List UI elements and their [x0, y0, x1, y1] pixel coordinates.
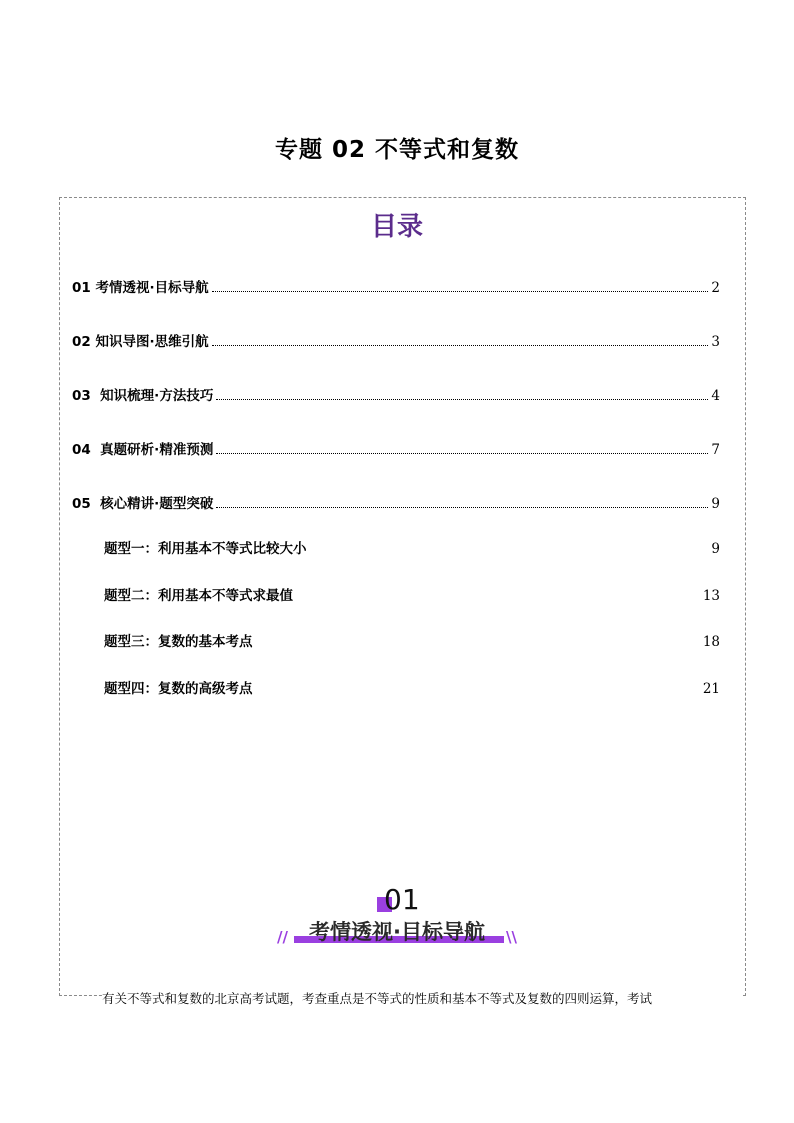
toc-subentry-label: 题型三：复数的基本考点	[104, 634, 253, 650]
toc-leader	[216, 452, 708, 454]
toc-entry-1[interactable]	[72, 276, 720, 296]
toc-entry-page: 3	[711, 334, 720, 350]
section-number: 01	[384, 883, 420, 916]
toc-entry-label: 05 核心精讲·题型突破	[72, 496, 214, 512]
toc-entry-4[interactable]	[72, 438, 720, 458]
toc-subentry-page: 13	[702, 588, 720, 604]
toc-subentry-page: 18	[702, 634, 720, 650]
toc-subentry-1[interactable]	[104, 537, 720, 557]
left-slash-decoration: //	[277, 928, 288, 946]
toc-entry-page: 2	[711, 280, 720, 296]
toc-entry-page: 9	[711, 496, 720, 512]
toc-subentry-label: 题型二：利用基本不等式求最值	[104, 588, 293, 604]
toc-heading: 目录	[370, 212, 423, 242]
toc-entry-label: 02 知识导图·思维引航	[72, 334, 209, 350]
document-title: 专题 02 不等式和复数	[274, 137, 520, 163]
toc-entry-page: 4	[711, 388, 720, 404]
section-marker	[0, 883, 794, 953]
toc-subentry-4[interactable]	[104, 677, 720, 697]
toc-entry-3[interactable]	[72, 384, 720, 404]
toc-leader	[212, 290, 709, 292]
toc-subentry-page: 21	[702, 681, 720, 697]
right-slash-decoration: \\	[506, 928, 517, 946]
toc-entry-label: 04 真题研析·精准预测	[72, 442, 214, 458]
intro-paragraph: 有关不等式和复数的北京高考试题，考查重点是不等式的性质和基本不等式及复数的四则运算，考试	[102, 989, 742, 1007]
toc-entry-label: 01 考情透视·目标导航	[72, 280, 209, 296]
toc-leader	[216, 506, 708, 508]
toc-subentry-2[interactable]	[104, 584, 720, 604]
toc-entry-2[interactable]	[72, 330, 720, 350]
toc-leader	[216, 398, 708, 400]
toc-entry-5[interactable]	[72, 492, 720, 512]
toc-subentry-3[interactable]	[104, 630, 720, 650]
toc-entry-page: 7	[711, 442, 720, 458]
toc-entry-label: 03 知识梳理·方法技巧	[72, 388, 214, 404]
toc-subentry-label: 题型四：复数的高级考点	[104, 681, 253, 697]
toc-subentry-page: 9	[711, 541, 720, 557]
toc-subentry-label: 题型一：利用基本不等式比较大小	[104, 541, 307, 557]
toc-leader	[212, 344, 709, 346]
section-title: 考情透视·目标导航	[309, 920, 485, 944]
